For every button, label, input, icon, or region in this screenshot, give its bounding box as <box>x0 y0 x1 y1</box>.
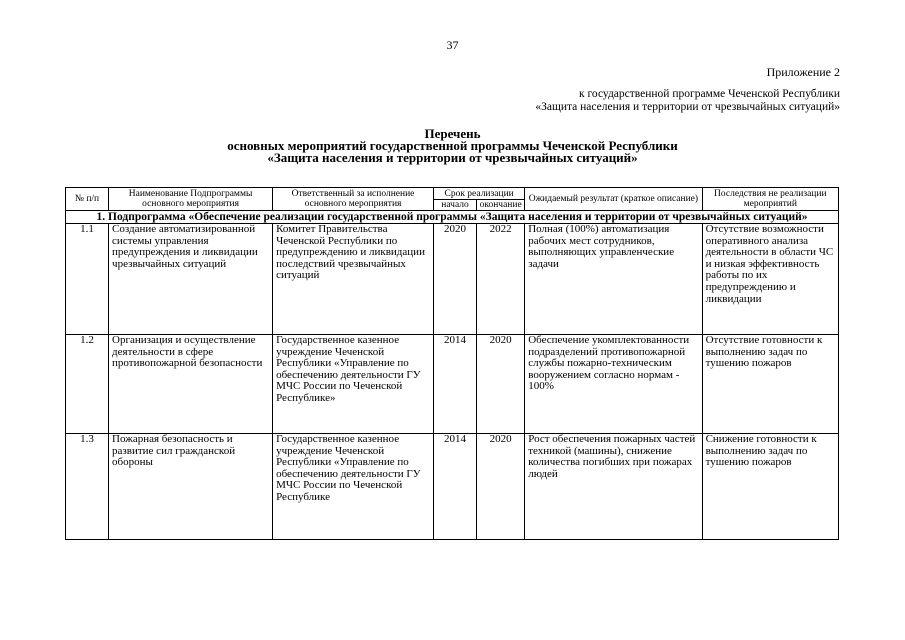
title-line-2: основных мероприятий государственной программы Чеченской Республики <box>227 138 678 153</box>
start-year: 2020 <box>434 224 477 335</box>
subprogram-row <box>66 211 839 224</box>
table-row <box>66 335 839 434</box>
header-responsible: Ответственный за исполнение основного мероприятия <box>273 188 434 211</box>
header-num: № п/п <box>66 188 109 211</box>
subprogram-title: 1. Подпрограмма «Обеспечение реализации государственной программы «Защита населения и территории от чрезвычайных ситуаций» <box>66 211 839 224</box>
header-result: Ожидаемый результат (краткое описание) <box>525 188 702 211</box>
responsible-party: Комитет Правительства Чеченской Республики по предупреждению и ликвидации последствий чрезвычайных ситуаций <box>273 224 434 335</box>
header-consequence: Последствия не реализации мероприятий <box>702 188 838 211</box>
title-line-1: Перечень <box>424 126 481 141</box>
non-implementation-consequence: Отсутствие возможности оперативного анализа деятельности в области ЧС и низкая эффективность работы по их предупреждению и ликвидации <box>702 224 838 335</box>
expected-result: Обеспечение укомплектованности подразделений противопожарной службы пожарно-техническим вооружением согласно нормам - 100% <box>525 335 702 434</box>
row-number: 1.3 <box>66 434 109 540</box>
expected-result: Рост обеспечения пожарных частей техникой (машины), снижение количества погибших при пожарах людей <box>525 434 702 540</box>
end-year: 2020 <box>477 335 525 434</box>
appendix-subtitle-line-2: «Защита населения и территории от чрезвычайных ситуаций» <box>535 101 840 113</box>
table-row <box>66 224 839 335</box>
document-title <box>0 128 905 164</box>
non-implementation-consequence: Снижение готовности к выполнению задач по тушению пожаров <box>702 434 838 540</box>
start-year: 2014 <box>434 434 477 540</box>
appendix-subtitle-line-1: к государственной программе Чеченской Республики <box>579 88 840 100</box>
header-end: окончание <box>477 200 525 211</box>
table-row <box>66 434 839 540</box>
row-number: 1.2 <box>66 335 109 434</box>
title-line-3: «Защита населения и территории от чрезвычайных ситуаций» <box>267 150 638 165</box>
responsible-party: Государственное казенное учреждение Чеченской Республики «Управление по обеспечению деятельности ГУ МЧС России по Чеченской Республике» <box>273 335 434 434</box>
measures-table <box>65 187 839 540</box>
responsible-party: Государственное казенное учреждение Чеченской Республики «Управление по обеспечению деятельности ГУ МЧС России по Чеченской Республике <box>273 434 434 540</box>
non-implementation-consequence: Отсутствие готовности к выполнению задач по тушению пожаров <box>702 335 838 434</box>
appendix-label: Приложение 2 <box>766 65 840 79</box>
header-name: Наименование Подпрограммы основного мероприятия <box>109 188 273 211</box>
header-start: начало <box>434 200 477 211</box>
measure-name: Создание автоматизированной системы управления предупреждения и ликвидации чрезвычайных ситуаций <box>109 224 273 335</box>
measure-name: Организация и осуществление деятельности в сфере противопожарной безопасности <box>109 335 273 434</box>
header-row <box>66 188 839 200</box>
end-year: 2020 <box>477 434 525 540</box>
end-year: 2022 <box>477 224 525 335</box>
start-year: 2014 <box>434 335 477 434</box>
expected-result: Полная (100%) автоматизация рабочих мест сотрудников, выполняющих управленческие задачи <box>525 224 702 335</box>
row-number: 1.1 <box>66 224 109 335</box>
measure-name: Пожарная безопасность и развитие сил гражданской обороны <box>109 434 273 540</box>
page-number: 37 <box>446 38 459 52</box>
header-period: Срок реализации <box>434 188 525 200</box>
